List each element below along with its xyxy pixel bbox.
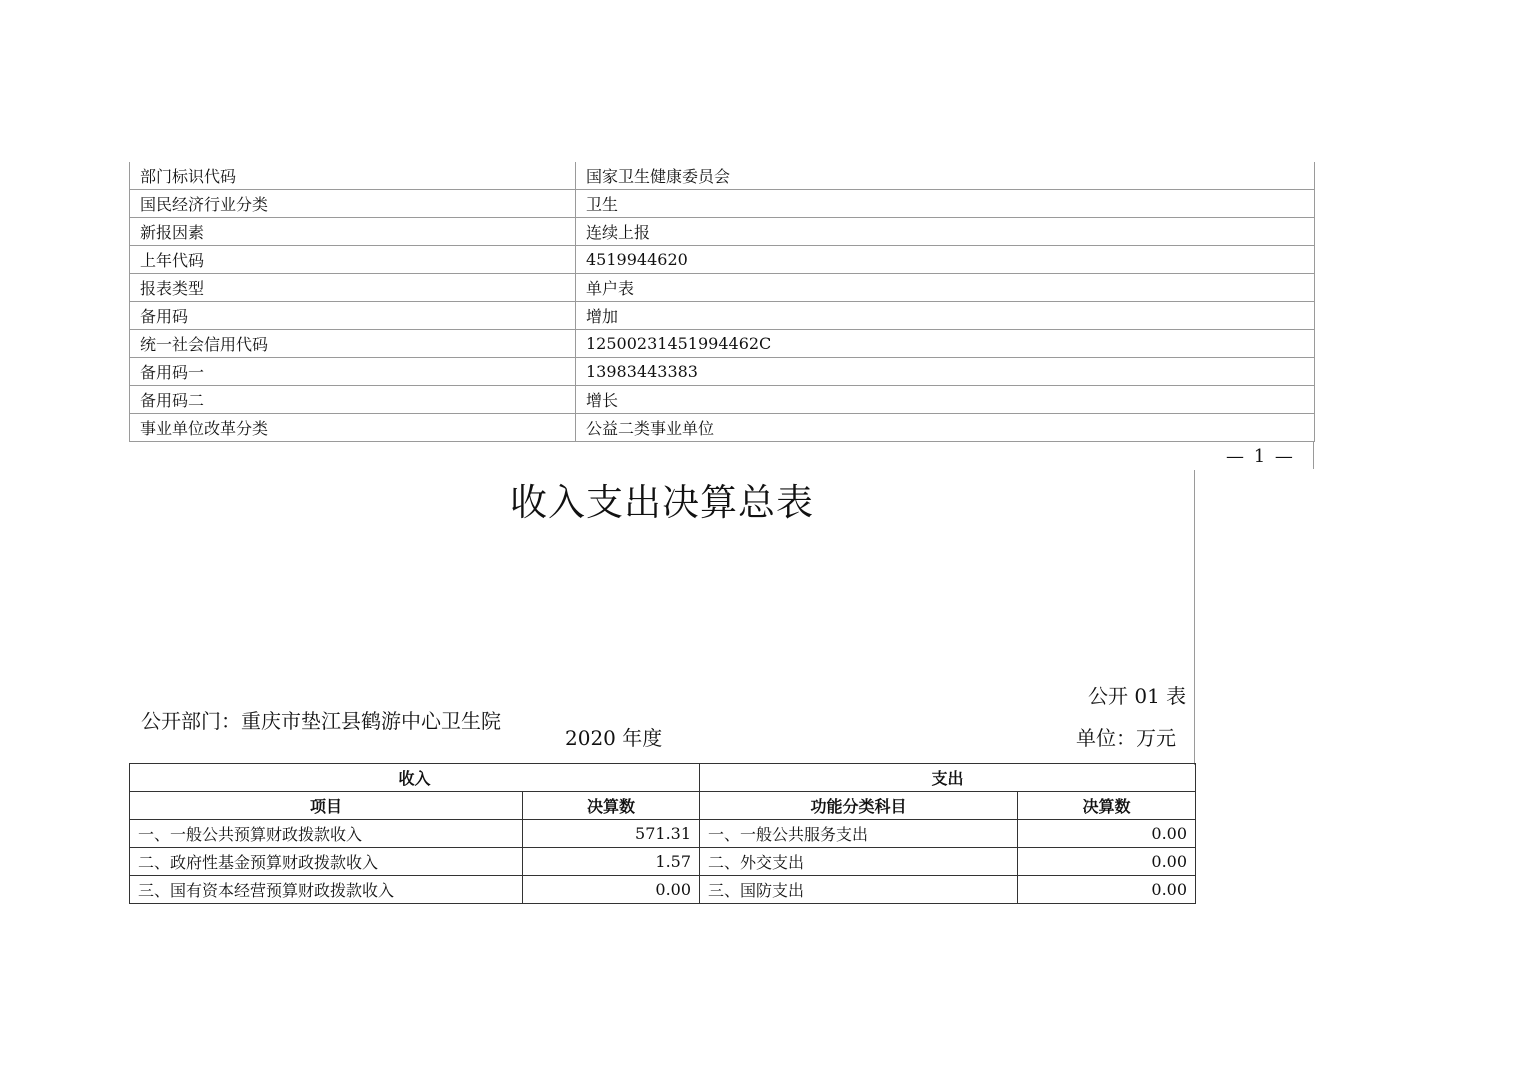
page-number: — 1 —: [1226, 446, 1295, 467]
page-border-line: [1313, 442, 1314, 469]
expense-header: 支出: [700, 764, 1196, 792]
column-header-amount: 决算数: [1018, 792, 1196, 820]
info-label: 事业单位改革分类: [130, 414, 576, 442]
info-value: 增加: [576, 302, 1315, 330]
currency-unit: 单位：万元: [1076, 726, 1176, 750]
info-value: 13983443383: [576, 358, 1315, 386]
income-amount: 571.31: [523, 820, 700, 848]
info-value: 连续上报: [576, 218, 1315, 246]
table-header-row: [130, 764, 1196, 792]
expense-amount: 0.00: [1018, 848, 1196, 876]
income-item: 二、政府性基金预算财政拨款收入: [130, 848, 523, 876]
expense-item: 三、国防支出: [700, 876, 1018, 904]
income-item: 三、国有资本经营预算财政拨款收入: [130, 876, 523, 904]
info-value: 公益二类事业单位: [576, 414, 1315, 442]
info-value: 增长: [576, 386, 1315, 414]
info-value: 卫生: [576, 190, 1315, 218]
info-row: [130, 162, 1315, 190]
column-header-function: 功能分类科目: [700, 792, 1018, 820]
info-label: 备用码: [130, 302, 576, 330]
income-item: 一、一般公共预算财政拨款收入: [130, 820, 523, 848]
info-label: 统一社会信用代码: [130, 330, 576, 358]
info-row: [130, 414, 1315, 442]
info-label: 上年代码: [130, 246, 576, 274]
info-row: [130, 190, 1315, 218]
report-title: 收入支出决算总表: [510, 481, 814, 524]
table-header-row: [130, 792, 1196, 820]
info-row: [130, 274, 1315, 302]
income-header: 收入: [130, 764, 700, 792]
info-row: [130, 246, 1315, 274]
unit-info-table: [129, 162, 1315, 442]
info-value: 国家卫生健康委员会: [576, 162, 1315, 190]
info-row: [130, 358, 1315, 386]
column-header-item: 项目: [130, 792, 523, 820]
info-row: [130, 330, 1315, 358]
income-amount: 1.57: [523, 848, 700, 876]
info-label: 部门标识代码: [130, 162, 576, 190]
info-row: [130, 218, 1315, 246]
expense-item: 一、一般公共服务支出: [700, 820, 1018, 848]
fiscal-year: 2020 年度: [565, 726, 663, 750]
info-value: 4519944620: [576, 246, 1315, 274]
department-name: 公开部门：重庆市垫江县鹤游中心卫生院: [141, 709, 501, 733]
table-row: [130, 876, 1196, 904]
column-header-amount: 决算数: [523, 792, 700, 820]
info-label: 备用码一: [130, 358, 576, 386]
table-row: [130, 820, 1196, 848]
info-value: 12500231451994462C: [576, 330, 1315, 358]
expense-amount: 0.00: [1018, 876, 1196, 904]
info-label: 报表类型: [130, 274, 576, 302]
income-amount: 0.00: [523, 876, 700, 904]
info-label: 新报因素: [130, 218, 576, 246]
table-row: [130, 848, 1196, 876]
info-label: 备用码二: [130, 386, 576, 414]
expense-amount: 0.00: [1018, 820, 1196, 848]
expense-item: 二、外交支出: [700, 848, 1018, 876]
form-code: 公开 01 表: [1088, 684, 1187, 708]
info-value: 单户表: [576, 274, 1315, 302]
info-label: 国民经济行业分类: [130, 190, 576, 218]
info-row: [130, 386, 1315, 414]
income-expense-table: [129, 763, 1196, 904]
info-row: [130, 302, 1315, 330]
